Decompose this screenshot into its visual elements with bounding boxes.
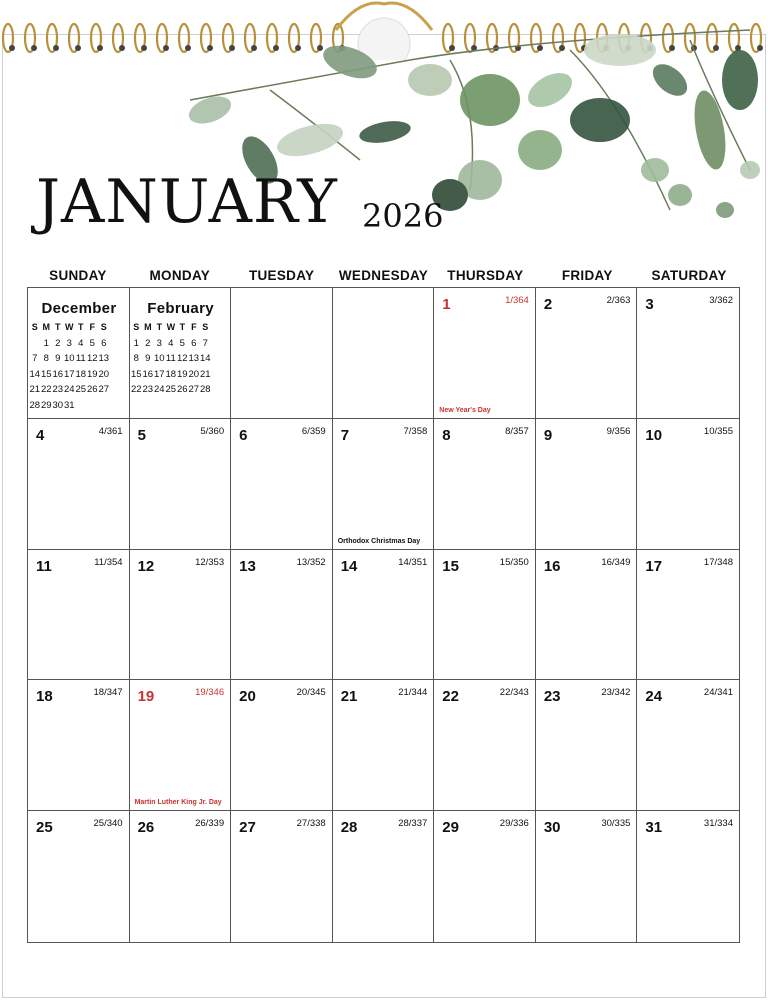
mini-day: 26: [177, 384, 188, 395]
mini-day: 10: [63, 353, 75, 364]
binding-hole: [53, 45, 59, 51]
day-number: 24: [645, 688, 663, 706]
day-of-year-count: 31/334: [703, 818, 733, 830]
mini-day: 23: [52, 384, 64, 395]
holiday-label: New Year's Day: [439, 406, 491, 414]
mini-day: 7: [202, 337, 208, 349]
mini-calendar-week: [29, 398, 129, 414]
day-number: 8: [442, 426, 451, 444]
mini-day: 26: [86, 384, 98, 395]
day-number: 28: [340, 819, 358, 837]
mini-weekday: F: [191, 322, 197, 332]
day-number: 10: [645, 426, 663, 444]
day-number: 16: [543, 557, 561, 575]
day-of-year-count: 7/358: [403, 425, 428, 437]
mini-day: 24: [154, 384, 165, 395]
calendar-grid: [27, 287, 740, 943]
day-cell: [231, 419, 333, 550]
mini-day: [29, 336, 41, 352]
mini-weekday: M: [144, 322, 152, 332]
day-number: 21: [340, 688, 358, 706]
mini-day: 15: [40, 368, 52, 380]
day-cell: [536, 288, 638, 419]
day-number: 26: [137, 819, 155, 837]
mini-calendar-week: [29, 351, 129, 367]
weekday-tuesday: TUESDAY: [248, 268, 315, 283]
day-of-year-count: 12/353: [195, 556, 225, 568]
mini-day: 3: [66, 337, 72, 349]
mini-day: 20: [188, 368, 200, 380]
mini-day: 22: [131, 384, 142, 395]
day-cell: [130, 811, 232, 942]
mini-day: 5: [89, 337, 95, 349]
day-of-year-count: 21/344: [398, 687, 428, 699]
mini-day: 13: [98, 353, 110, 364]
mini-day: 6: [191, 337, 197, 349]
weekday-thursday: THURSDAY: [447, 268, 524, 283]
day-number: 6: [239, 426, 248, 444]
mini-day: 20: [98, 368, 110, 380]
mini-day: [87, 398, 99, 414]
mini-day: 14: [200, 353, 211, 364]
day-cell: [28, 811, 130, 942]
day-number: 20: [239, 688, 256, 706]
day-of-year-count: 9/356: [606, 425, 631, 437]
day-of-year-count: 14/351: [398, 556, 428, 568]
day-cell: [28, 288, 130, 419]
mini-weekday: W: [166, 322, 176, 332]
day-of-year-count: 18/347: [93, 687, 123, 699]
mini-day: 1: [133, 337, 139, 349]
day-cell: [231, 811, 333, 942]
day-of-year-count: 10/355: [703, 425, 733, 437]
mini-day: 2: [145, 337, 151, 349]
day-of-year-count: 15/350: [499, 556, 529, 568]
binding-hole: [119, 45, 125, 51]
day-cell: [536, 550, 638, 681]
mini-calendar-week: [29, 382, 129, 398]
mini-weekday: M: [42, 322, 50, 332]
mini-day: 14: [29, 368, 41, 380]
day-cell: [434, 811, 536, 942]
day-of-year-count: 19/346: [195, 687, 225, 699]
day-cell: [637, 811, 739, 942]
day-of-year-count: 24/341: [703, 687, 733, 699]
day-of-year-count: 22/343: [499, 687, 529, 699]
mini-calendar-week: [131, 382, 231, 398]
day-of-year-count: 11/354: [94, 556, 123, 568]
mini-weekday: W: [65, 322, 74, 332]
mini-calendar-weekdays: [29, 320, 129, 336]
mini-day: 7: [32, 353, 38, 364]
mini-day: 19: [177, 368, 188, 380]
mini-day: 25: [165, 384, 177, 395]
mini-day: 22: [40, 384, 52, 395]
day-number: 13: [239, 557, 256, 575]
day-number: 5: [137, 426, 146, 444]
mini-day: 19: [86, 368, 98, 380]
mini-day: 18: [165, 368, 177, 380]
mini-calendar-title: February: [147, 300, 214, 317]
day-number: 12: [137, 557, 155, 575]
mini-day: 4: [78, 337, 84, 349]
mini-calendar-week: [29, 336, 129, 352]
binding-hole: [9, 45, 15, 51]
day-number: 30: [543, 819, 561, 837]
day-cell: [130, 419, 232, 550]
day-number: 4: [36, 426, 45, 444]
day-number: 3: [645, 296, 654, 313]
day-of-year-count: 30/335: [601, 818, 631, 830]
day-of-year-count: 13/352: [296, 556, 326, 568]
day-of-year-count: 23/342: [601, 687, 631, 699]
mini-calendar-week: [29, 367, 129, 383]
day-of-year-count: 8/357: [505, 425, 529, 437]
day-number: 7: [340, 426, 350, 444]
holiday-label: Orthodox Christmas Day: [337, 537, 421, 545]
weekday-monday: MONDAY: [149, 268, 211, 283]
mini-day: 12: [86, 353, 98, 364]
binding-hole: [75, 45, 81, 51]
day-cell: [130, 288, 232, 419]
day-of-year-count: 3/362: [709, 295, 733, 306]
day-of-year-count: 1/364: [505, 295, 529, 306]
day-of-year-count: 20/345: [296, 687, 326, 699]
mini-calendar-february: [131, 300, 231, 398]
mini-day: 10: [154, 353, 165, 364]
month-title: JANUARY: [36, 167, 338, 237]
day-number: 14: [340, 557, 358, 575]
day-cell: [333, 680, 435, 811]
mini-day: 13: [188, 353, 200, 364]
mini-day: 8: [133, 353, 139, 364]
day-cell: [28, 680, 130, 811]
day-number: 11: [36, 557, 52, 575]
mini-day: 8: [43, 353, 49, 364]
day-cell: [637, 419, 739, 550]
day-number: 15: [442, 557, 459, 575]
mini-day: 12: [177, 353, 188, 364]
day-number: 31: [645, 819, 663, 837]
day-number: 2: [543, 296, 553, 313]
mini-day: 21: [29, 384, 41, 395]
day-number: 9: [543, 426, 553, 444]
day-of-year-count: 26/339: [195, 818, 225, 830]
mini-day: [98, 398, 110, 414]
mini-weekday: T: [55, 322, 61, 332]
weekday-wednesday: WEDNESDAY: [338, 268, 429, 283]
day-of-year-count: 6/359: [301, 425, 326, 437]
mini-day: 11: [75, 353, 86, 364]
binding-hole: [141, 45, 147, 51]
day-cell: [536, 419, 638, 550]
mini-day: 27: [98, 384, 110, 395]
mini-day: 3: [156, 337, 162, 349]
day-number: 23: [543, 688, 561, 706]
mini-day: 1: [43, 337, 49, 349]
mini-day: 28: [29, 399, 41, 411]
mini-day: 29: [40, 399, 52, 411]
mini-day: 5: [179, 337, 185, 349]
binding-hole: [97, 45, 103, 51]
mini-day: 15: [131, 368, 142, 380]
day-cell: [130, 550, 232, 681]
mini-day: 2: [55, 337, 61, 349]
mini-day: 30: [52, 399, 64, 411]
mini-day: 25: [75, 384, 87, 395]
mini-day: 16: [142, 368, 154, 380]
day-cell: [28, 550, 130, 681]
weekday-saturday: SATURDAY: [651, 268, 727, 283]
mini-day: 21: [200, 368, 211, 380]
mini-day: 9: [55, 353, 61, 364]
mini-weekday: S: [133, 322, 140, 332]
mini-day: 27: [188, 384, 200, 395]
mini-calendar-week: [131, 336, 231, 352]
mini-calendar-week: [131, 351, 231, 367]
holiday-label: Martin Luther King Jr. Day: [134, 799, 222, 807]
year-title: 2026: [362, 197, 444, 235]
day-of-year-count: 4/361: [98, 425, 123, 437]
mini-day: 28: [200, 384, 211, 395]
mini-weekday: T: [179, 322, 186, 332]
weekday-friday: FRIDAY: [561, 268, 613, 283]
mini-day: 17: [63, 368, 75, 380]
day-number: 19: [137, 688, 155, 706]
mini-day: 17: [154, 368, 165, 380]
day-cell: [130, 680, 232, 811]
day-number: 27: [239, 819, 256, 837]
mini-calendar-week: [131, 367, 231, 383]
day-cell: [434, 419, 536, 550]
mini-weekday: T: [156, 322, 163, 332]
mini-day: 18: [75, 368, 87, 380]
weekday-header: [27, 268, 740, 286]
mini-day: 11: [165, 353, 176, 364]
mini-weekday: S: [31, 322, 38, 332]
day-cell: [333, 811, 435, 942]
mini-weekday: F: [89, 322, 95, 332]
mini-day: 6: [101, 337, 107, 349]
mini-calendar-december: [29, 300, 129, 413]
day-cell: [333, 550, 435, 681]
mini-day: 4: [168, 337, 174, 349]
day-of-year-count: 27/338: [296, 818, 326, 830]
day-cell: [536, 811, 638, 942]
day-cell: [434, 288, 536, 419]
mini-calendar-title: December: [41, 300, 117, 317]
day-cell: [231, 680, 333, 811]
day-cell: [434, 550, 536, 681]
day-cell: [637, 550, 739, 681]
day-of-year-count: 16/349: [601, 556, 631, 568]
day-cell: [536, 680, 638, 811]
mini-weekday: S: [202, 322, 209, 332]
day-of-year-count: 2/363: [606, 295, 631, 306]
mini-day: 24: [63, 384, 75, 395]
day-of-year-count: 29/336: [499, 818, 529, 830]
mini-day: 16: [52, 368, 64, 380]
day-cell: [231, 288, 333, 419]
day-cell: [333, 419, 435, 550]
day-cell: [637, 288, 739, 419]
mini-calendar-weekdays: [131, 320, 231, 336]
day-of-year-count: 5/360: [200, 425, 225, 437]
day-of-year-count: 17/348: [703, 556, 733, 568]
day-number: 22: [442, 688, 459, 706]
day-cell: [434, 680, 536, 811]
binding-hole: [31, 45, 37, 51]
mini-weekday: T: [78, 322, 84, 332]
day-cell: [637, 680, 739, 811]
day-cell: [333, 288, 435, 419]
weekday-sunday: SUNDAY: [49, 268, 107, 283]
day-cell: [28, 419, 130, 550]
mini-day: 31: [63, 399, 75, 411]
mini-day: 23: [142, 384, 154, 395]
day-of-year-count: 25/340: [93, 818, 123, 830]
mini-weekday: S: [100, 322, 107, 332]
mini-day: [75, 398, 87, 414]
day-of-year-count: 28/337: [398, 818, 428, 830]
day-number: 25: [36, 819, 53, 837]
day-number: 1: [442, 296, 451, 313]
day-number: 29: [442, 819, 459, 837]
day-cell: [231, 550, 333, 681]
mini-day: 9: [145, 353, 151, 364]
day-number: 18: [36, 688, 53, 706]
day-number: 17: [645, 557, 663, 575]
